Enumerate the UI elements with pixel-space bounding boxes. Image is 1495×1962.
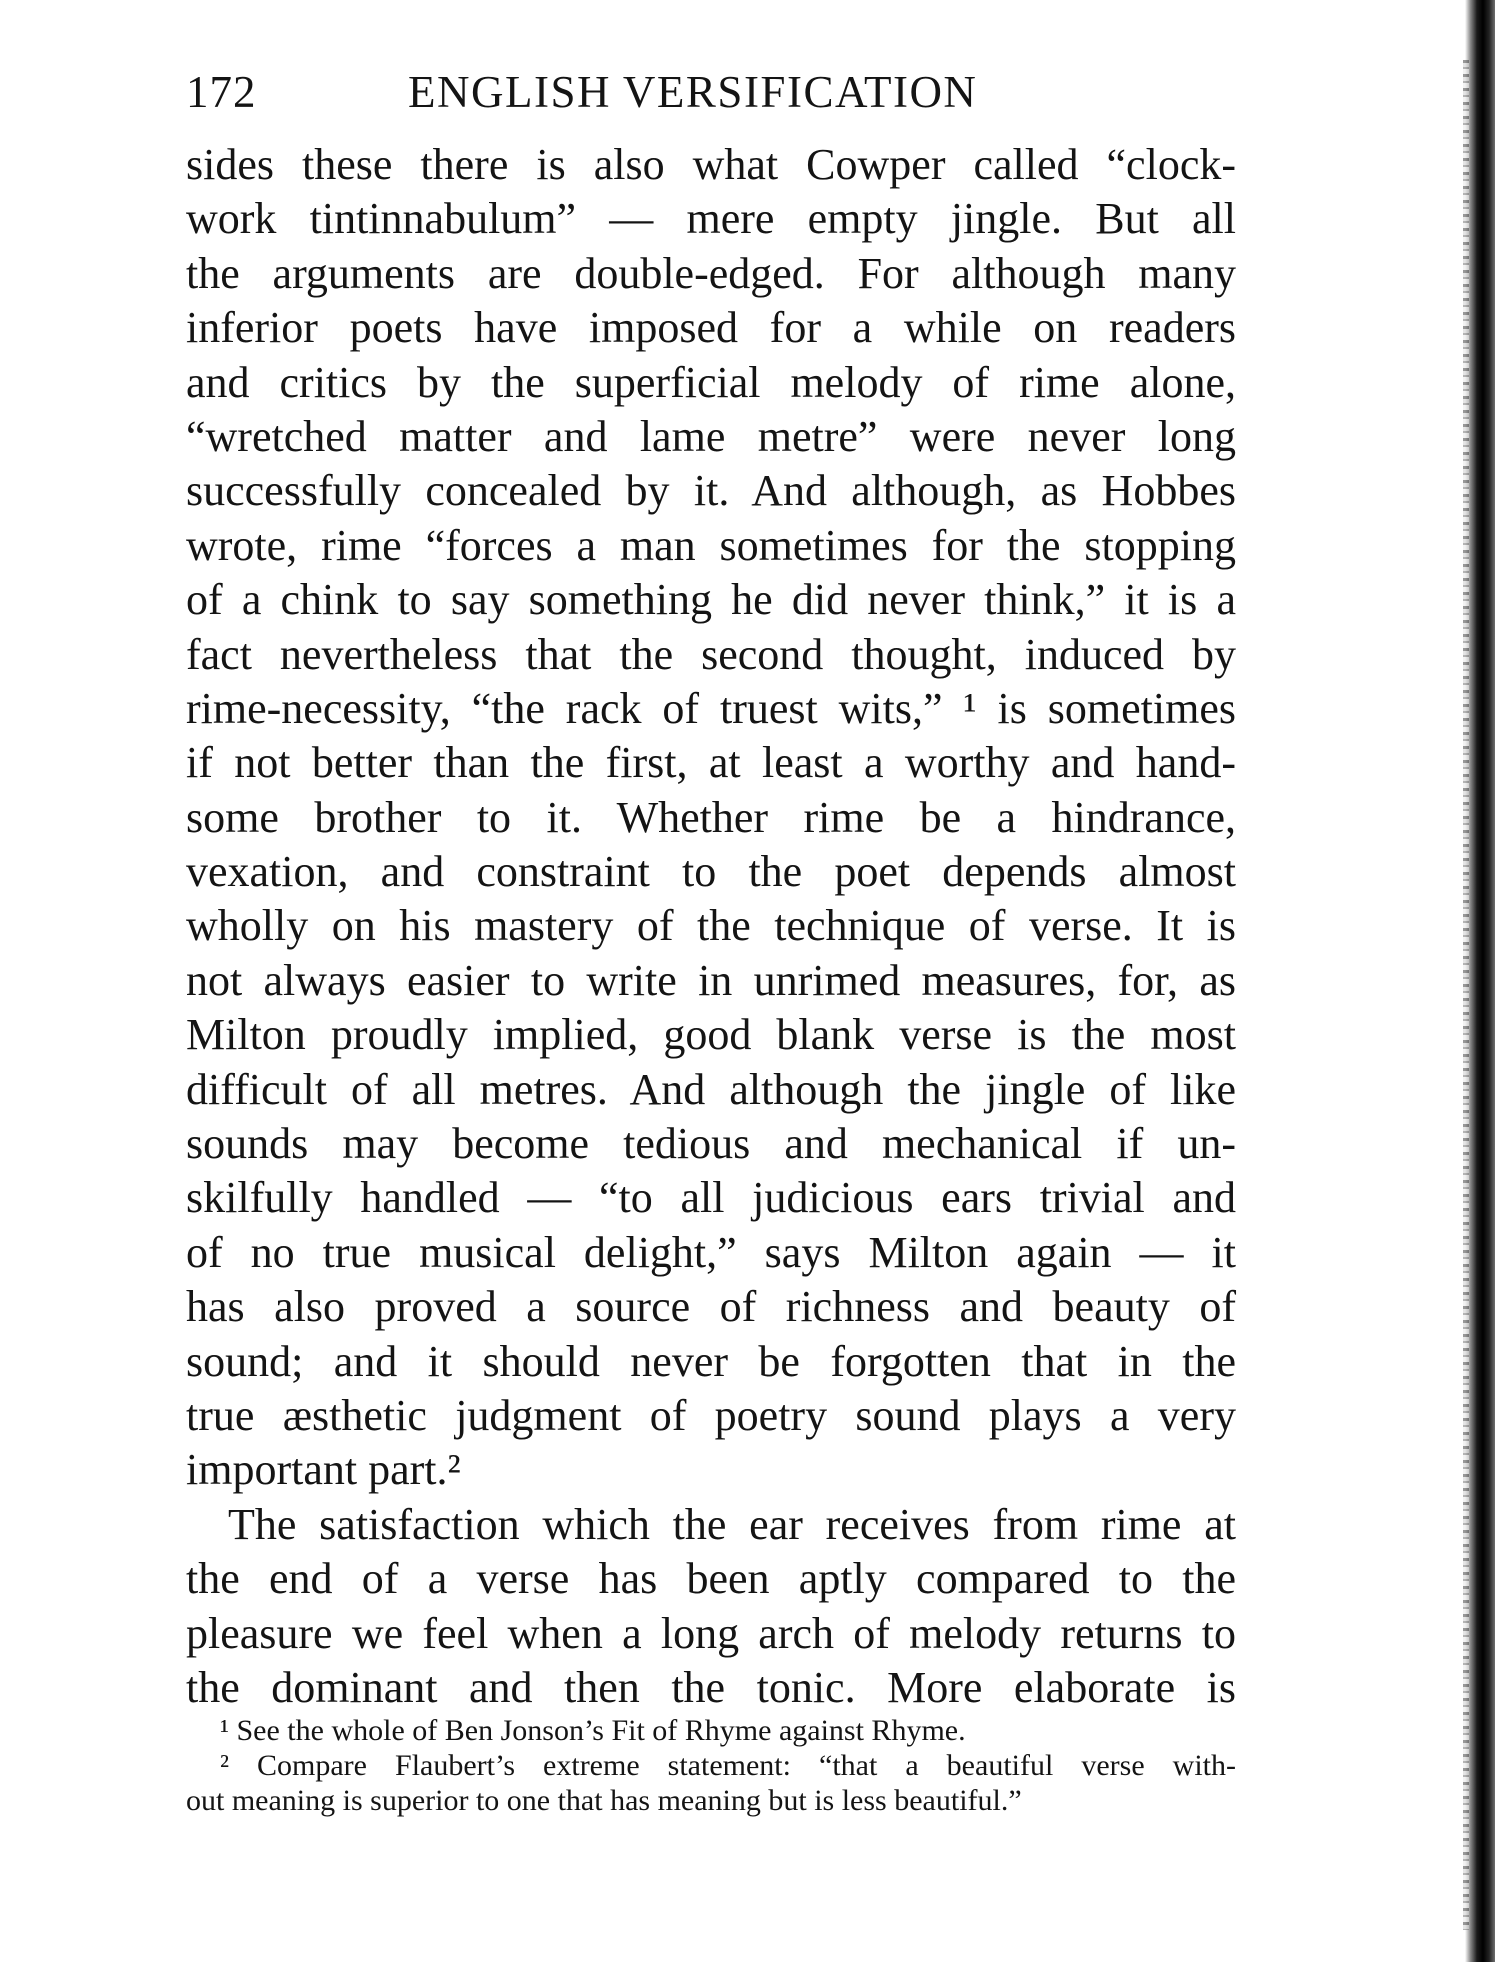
text-line: of a chink to say something he did never think,” it is a bbox=[186, 575, 1236, 625]
text-line: has also proved a source of richness and beauty of bbox=[186, 1282, 1236, 1332]
text-line: work tintinnabulum” — mere empty jingle. But all bbox=[186, 194, 1236, 244]
text-line: Milton proudly implied, good blank verse is the most bbox=[186, 1010, 1236, 1060]
page-edge-speckle bbox=[1463, 60, 1469, 1930]
text-line: “wretched matter and lame metre” were never long bbox=[186, 411, 1236, 461]
body-text bbox=[186, 138, 1236, 1715]
text-line: the end of a verse has been aptly compared to the bbox=[186, 1554, 1236, 1604]
text-line-paragraph-start: The satisfaction which the ear receives from rime at bbox=[228, 1499, 1236, 1549]
text-line: fact nevertheless that the second thought, induced by bbox=[186, 629, 1236, 679]
text-line: successfully concealed by it. And although, as Hobbes bbox=[186, 466, 1236, 516]
text-line: rime-necessity, “the rack of truest wits,” ¹ is sometimes bbox=[186, 683, 1236, 733]
text-line: difficult of all metres. And although the jingle of like bbox=[186, 1064, 1236, 1114]
footnotes bbox=[186, 1713, 1236, 1818]
text-line: some brother to it. Whether rime be a hindrance, bbox=[186, 792, 1236, 842]
page-binding-edge bbox=[1465, 0, 1495, 1962]
page-number: 172 bbox=[186, 67, 257, 117]
running-title: ENGLISH VERSIFICATION bbox=[408, 67, 978, 117]
text-line: wrote, rime “forces a man sometimes for the stopping bbox=[186, 520, 1236, 570]
footnote-2-continued: out meaning is superior to one that has meaning but is less beautiful.” bbox=[186, 1784, 1022, 1817]
footnote-2: ² Compare Flaubert’s extreme statement: “that a beautiful verse with- bbox=[220, 1749, 1236, 1782]
text-line: the arguments are double-edged. For although many bbox=[186, 248, 1236, 298]
text-line: true æsthetic judgment of poetry sound plays a very bbox=[186, 1390, 1236, 1440]
text-line-paragraph-end: important part.² bbox=[186, 1445, 461, 1495]
text-line: sides these there is also what Cowper called “clock- bbox=[186, 140, 1236, 189]
text-line: sound; and it should never be forgotten that in the bbox=[186, 1336, 1236, 1386]
page-header bbox=[186, 62, 1236, 122]
text-line: sounds may become tedious and mechanical if un- bbox=[186, 1119, 1236, 1169]
text-line: inferior poets have imposed for a while on readers bbox=[186, 303, 1236, 353]
footnote-1: ¹ See the whole of Ben Jonson’s Fit of Rhyme against Rhyme. bbox=[220, 1714, 966, 1747]
text-line: and critics by the superficial melody of rime alone, bbox=[186, 357, 1236, 407]
text-line: the dominant and then the tonic. More elaborate is bbox=[186, 1662, 1236, 1712]
text-line: if not better than the first, at least a worthy and hand- bbox=[186, 738, 1236, 788]
text-line: skilfully handled — “to all judicious ears trivial and bbox=[186, 1173, 1236, 1223]
text-line: wholly on his mastery of the technique of verse. It is bbox=[186, 901, 1236, 951]
text-line: vexation, and constraint to the poet depends almost bbox=[186, 847, 1236, 897]
text-line: pleasure we feel when a long arch of melody returns to bbox=[186, 1608, 1236, 1658]
text-line: not always easier to write in unrimed measures, for, as bbox=[186, 955, 1236, 1005]
text-line: of no true musical delight,” says Milton again — it bbox=[186, 1227, 1236, 1277]
